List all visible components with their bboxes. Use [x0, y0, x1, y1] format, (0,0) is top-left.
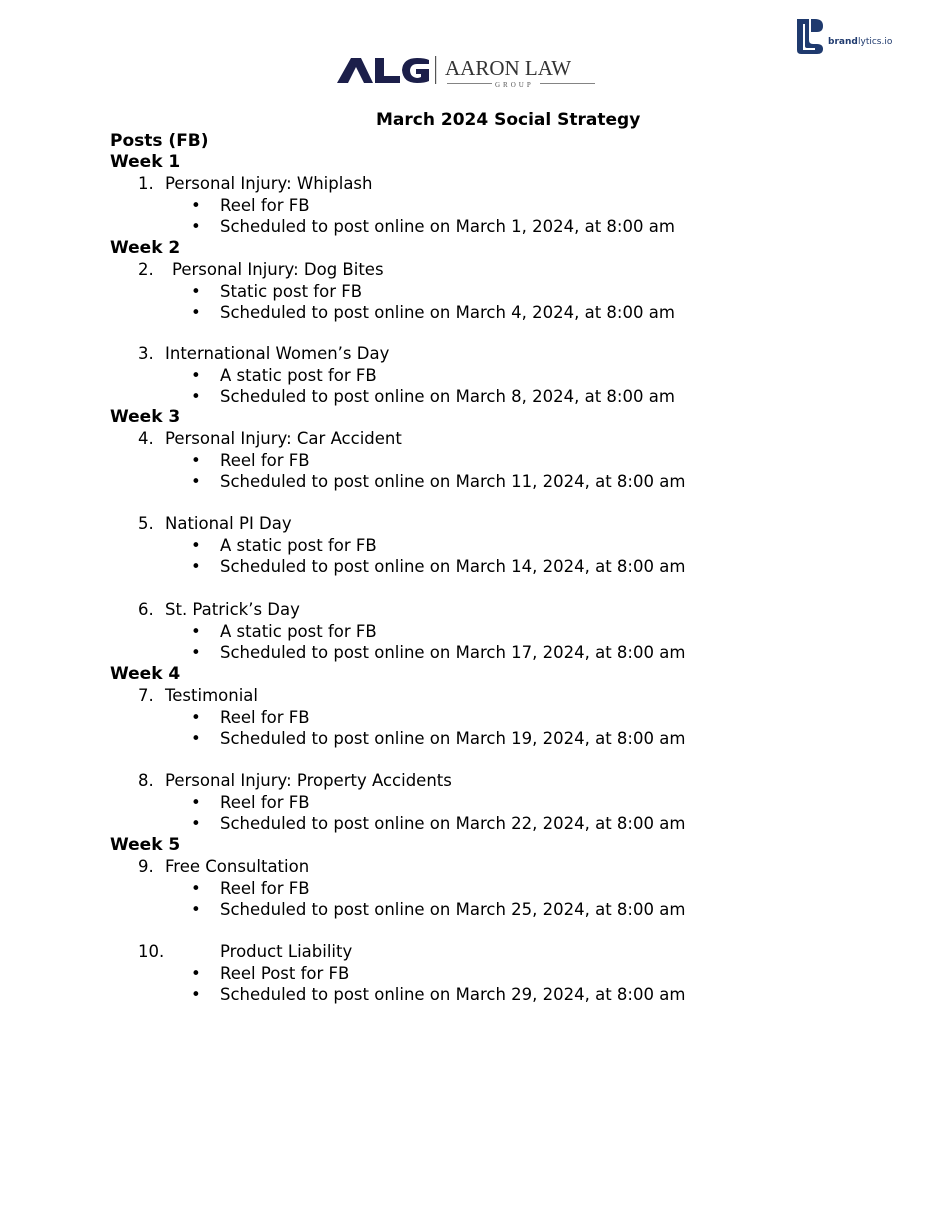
list-item-number	[138, 429, 738, 449]
post-title: Testimonial	[165, 686, 258, 705]
aaron-law-group-logo	[335, 52, 600, 88]
list-item-number	[138, 174, 738, 194]
bullet-icon: •	[191, 535, 201, 555]
post-format: Reel for FB	[220, 878, 310, 898]
post-title: Personal Injury: Property Accidents	[165, 771, 452, 790]
post-number: 6.	[138, 600, 154, 619]
brandlytics-logo	[795, 18, 910, 54]
bullet-icon: •	[191, 195, 201, 215]
svg-text:brand: brand	[828, 37, 858, 47]
post-schedule: Scheduled to post online on March 19, 2024, at 8:00 am	[220, 729, 686, 748]
bullet-icon: •	[191, 814, 201, 833]
post-number: 4.	[138, 429, 154, 448]
bullet-icon: •	[191, 557, 201, 576]
bullet-icon: •	[191, 707, 201, 727]
post-number: 5.	[138, 514, 154, 533]
bullet-icon: •	[191, 217, 201, 236]
list-item-number	[138, 771, 738, 791]
post-number: 2.	[138, 260, 154, 279]
week-heading: Week 1	[110, 152, 181, 172]
post-format: Static post for FB	[220, 281, 363, 301]
post-title: Personal Injury: Dog Bites	[172, 260, 384, 279]
post-number: 3.	[138, 344, 154, 363]
post-format: A static post for FB	[220, 621, 377, 641]
post-number: 9.	[138, 857, 154, 876]
post-schedule: Scheduled to post online on March 8, 2024, at 8:00 am	[220, 387, 675, 406]
post-format: A static post for FB	[220, 535, 377, 555]
week-heading: Week 4	[110, 664, 181, 684]
list-item-number	[138, 686, 738, 706]
post-format: Reel for FB	[220, 195, 310, 215]
bullet-icon: •	[191, 985, 201, 1004]
post-format: Reel for FB	[220, 707, 310, 727]
post-schedule: Scheduled to post online on March 4, 2024, at 8:00 am	[220, 303, 675, 322]
list-item-number	[138, 942, 738, 962]
svg-text:lytics.io: lytics.io	[858, 37, 893, 47]
post-number: 7.	[138, 686, 154, 705]
post-title: Free Consultation	[165, 857, 310, 876]
post-format: Reel for FB	[220, 792, 310, 812]
post-schedule: Scheduled to post online on March 14, 2024, at 8:00 am	[220, 557, 686, 576]
week-heading: Week 2	[110, 238, 181, 258]
post-schedule: Scheduled to post online on March 11, 2024, at 8:00 am	[220, 472, 686, 491]
post-schedule: Scheduled to post online on March 25, 2024, at 8:00 am	[220, 900, 686, 919]
section-heading: Posts (FB)	[110, 131, 209, 151]
week-heading: Week 3	[110, 407, 181, 427]
post-number: 10.	[138, 942, 165, 961]
bullet-icon: •	[191, 387, 201, 406]
bullet-icon: •	[191, 729, 201, 748]
bullet-icon: •	[191, 963, 201, 983]
post-schedule: Scheduled to post online on March 1, 2024, at 8:00 am	[220, 217, 675, 236]
list-item-number	[138, 260, 738, 280]
post-title: National PI Day	[165, 514, 292, 533]
bullet-icon: •	[191, 365, 201, 385]
svg-text:GROUP: GROUP	[495, 81, 534, 88]
page-title: March 2024 Social Strategy	[376, 110, 641, 130]
post-schedule: Scheduled to post online on March 17, 2024, at 8:00 am	[220, 643, 686, 662]
svg-text:AARON LAW: AARON LAW	[445, 56, 572, 80]
post-title: Personal Injury: Car Accident	[165, 429, 402, 448]
post-number: 1.	[138, 174, 154, 193]
post-schedule: Scheduled to post online on March 29, 2024, at 8:00 am	[220, 985, 686, 1004]
bullet-icon: •	[191, 792, 201, 812]
post-number: 8.	[138, 771, 154, 790]
bullet-icon: •	[191, 621, 201, 641]
list-item-number	[138, 600, 738, 620]
bullet-icon: •	[191, 303, 201, 322]
list-item-number	[138, 857, 738, 877]
list-item-number	[138, 344, 738, 364]
post-format: Reel for FB	[220, 450, 310, 470]
post-title: Product Liability	[220, 942, 353, 961]
week-heading: Week 5	[110, 835, 181, 855]
post-title: St. Patrick’s Day	[165, 600, 300, 619]
bullet-icon: •	[191, 878, 201, 898]
list-item-number	[138, 514, 738, 534]
post-schedule: Scheduled to post online on March 22, 2024, at 8:00 am	[220, 814, 686, 833]
post-format: Reel Post for FB	[220, 963, 350, 983]
bullet-icon: •	[191, 643, 201, 662]
bullet-icon: •	[191, 900, 201, 919]
bullet-icon: •	[191, 281, 201, 301]
post-title: International Women’s Day	[165, 344, 390, 363]
post-title: Personal Injury: Whiplash	[165, 174, 373, 193]
post-format: A static post for FB	[220, 365, 377, 385]
bullet-icon: •	[191, 472, 201, 491]
bullet-icon: •	[191, 450, 201, 470]
